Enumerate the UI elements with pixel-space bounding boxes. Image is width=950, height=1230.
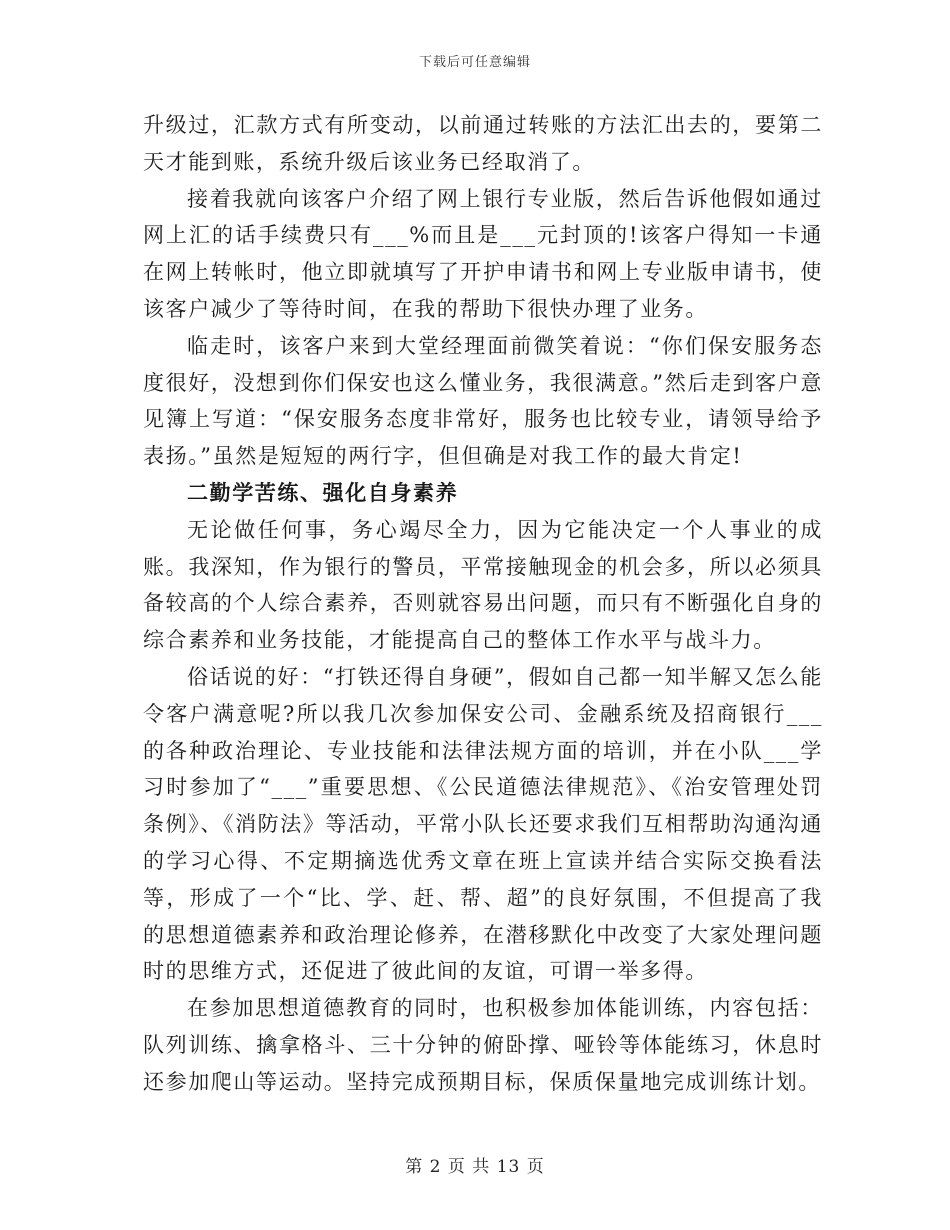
paragraph-4: 无论做任何事，务心竭尽全力，因为它能决定一个人事业的成账。我深知，作为银行的警员，平常接触现金的机会多，所以必须具备较高的个人综合素养，否则就容易出问题，而只有不断强化自身的综合素养和业务技能，才能提高自己的整体工作水平与战斗力。 — [143, 517, 823, 653]
document-body — [143, 107, 823, 1101]
section-heading: 二勤学苦练、强化自身素养 — [187, 479, 459, 505]
paragraph-2: 接着我就向该客户介绍了网上银行专业版，然后告诉他假如通过网上汇的话手续费只有___%而且是___元封顶的!该客户得知一卡通在网上转帐时，他立即就填写了开护申请书和网上专业版申请书，使该客户减少了等待时间，在我的帮助下很快办理了业务。 — [143, 186, 823, 321]
page-header: 下载后可任意编辑 — [418, 55, 531, 70]
paragraph-5: 俗话说的好：“打铁还得自身硬”，假如自己都一知半解又怎么能令客户满意呢?所以我几次参加保安公司、金融系统及招商银行___的各种政治理论、专业技能和法律法规方面的培训，并在小队___学习时参加了“___”重要思想、《公民道德法律规范》、《治安管理处罚条例》、《消防法》等活动，平常小队长还要求我们互相帮助沟通沟通的学习心得、不定期摘选优秀文章在班上宣读并结合实际交换看法等，形成了一个“比、学、赶、帮、超”的良好氛围，不但提高了我的思想道德素养和政治理论修养，在潜移默化中改变了大家处理问题时的思维方式，还促进了彼此间的友谊，可谓一举多得。 — [143, 664, 823, 984]
paragraph-1: 升级过，汇款方式有所变动，以前通过转账的方法汇出去的，要第二天才能到账，系统升级后该业务已经取消了。 — [143, 113, 823, 174]
paragraph-3: 临走时，该客户来到大堂经理面前微笑着说：“你们保安服务态度很好，没想到你们保安也这么懂业务，我很满意。”然后走到客户意见簿上写道：“保安服务态度非常好，服务也比较专业，请领导给予表扬。”虽然是短短的两行字，但但确是对我工作的最大肯定! — [143, 333, 823, 469]
paragraph-6: 在参加思想道德教育的同时，也积极参加体能训练，内容包括：队列训练、擒拿格斗、三十分钟的俯卧撑、哑铃等体能练习，休息时还参加爬山等运动。坚持完成预期目标，保质保量地完成训练计划。 — [143, 996, 823, 1094]
page-number: 第 2 页 共 13 页 — [405, 1157, 545, 1177]
